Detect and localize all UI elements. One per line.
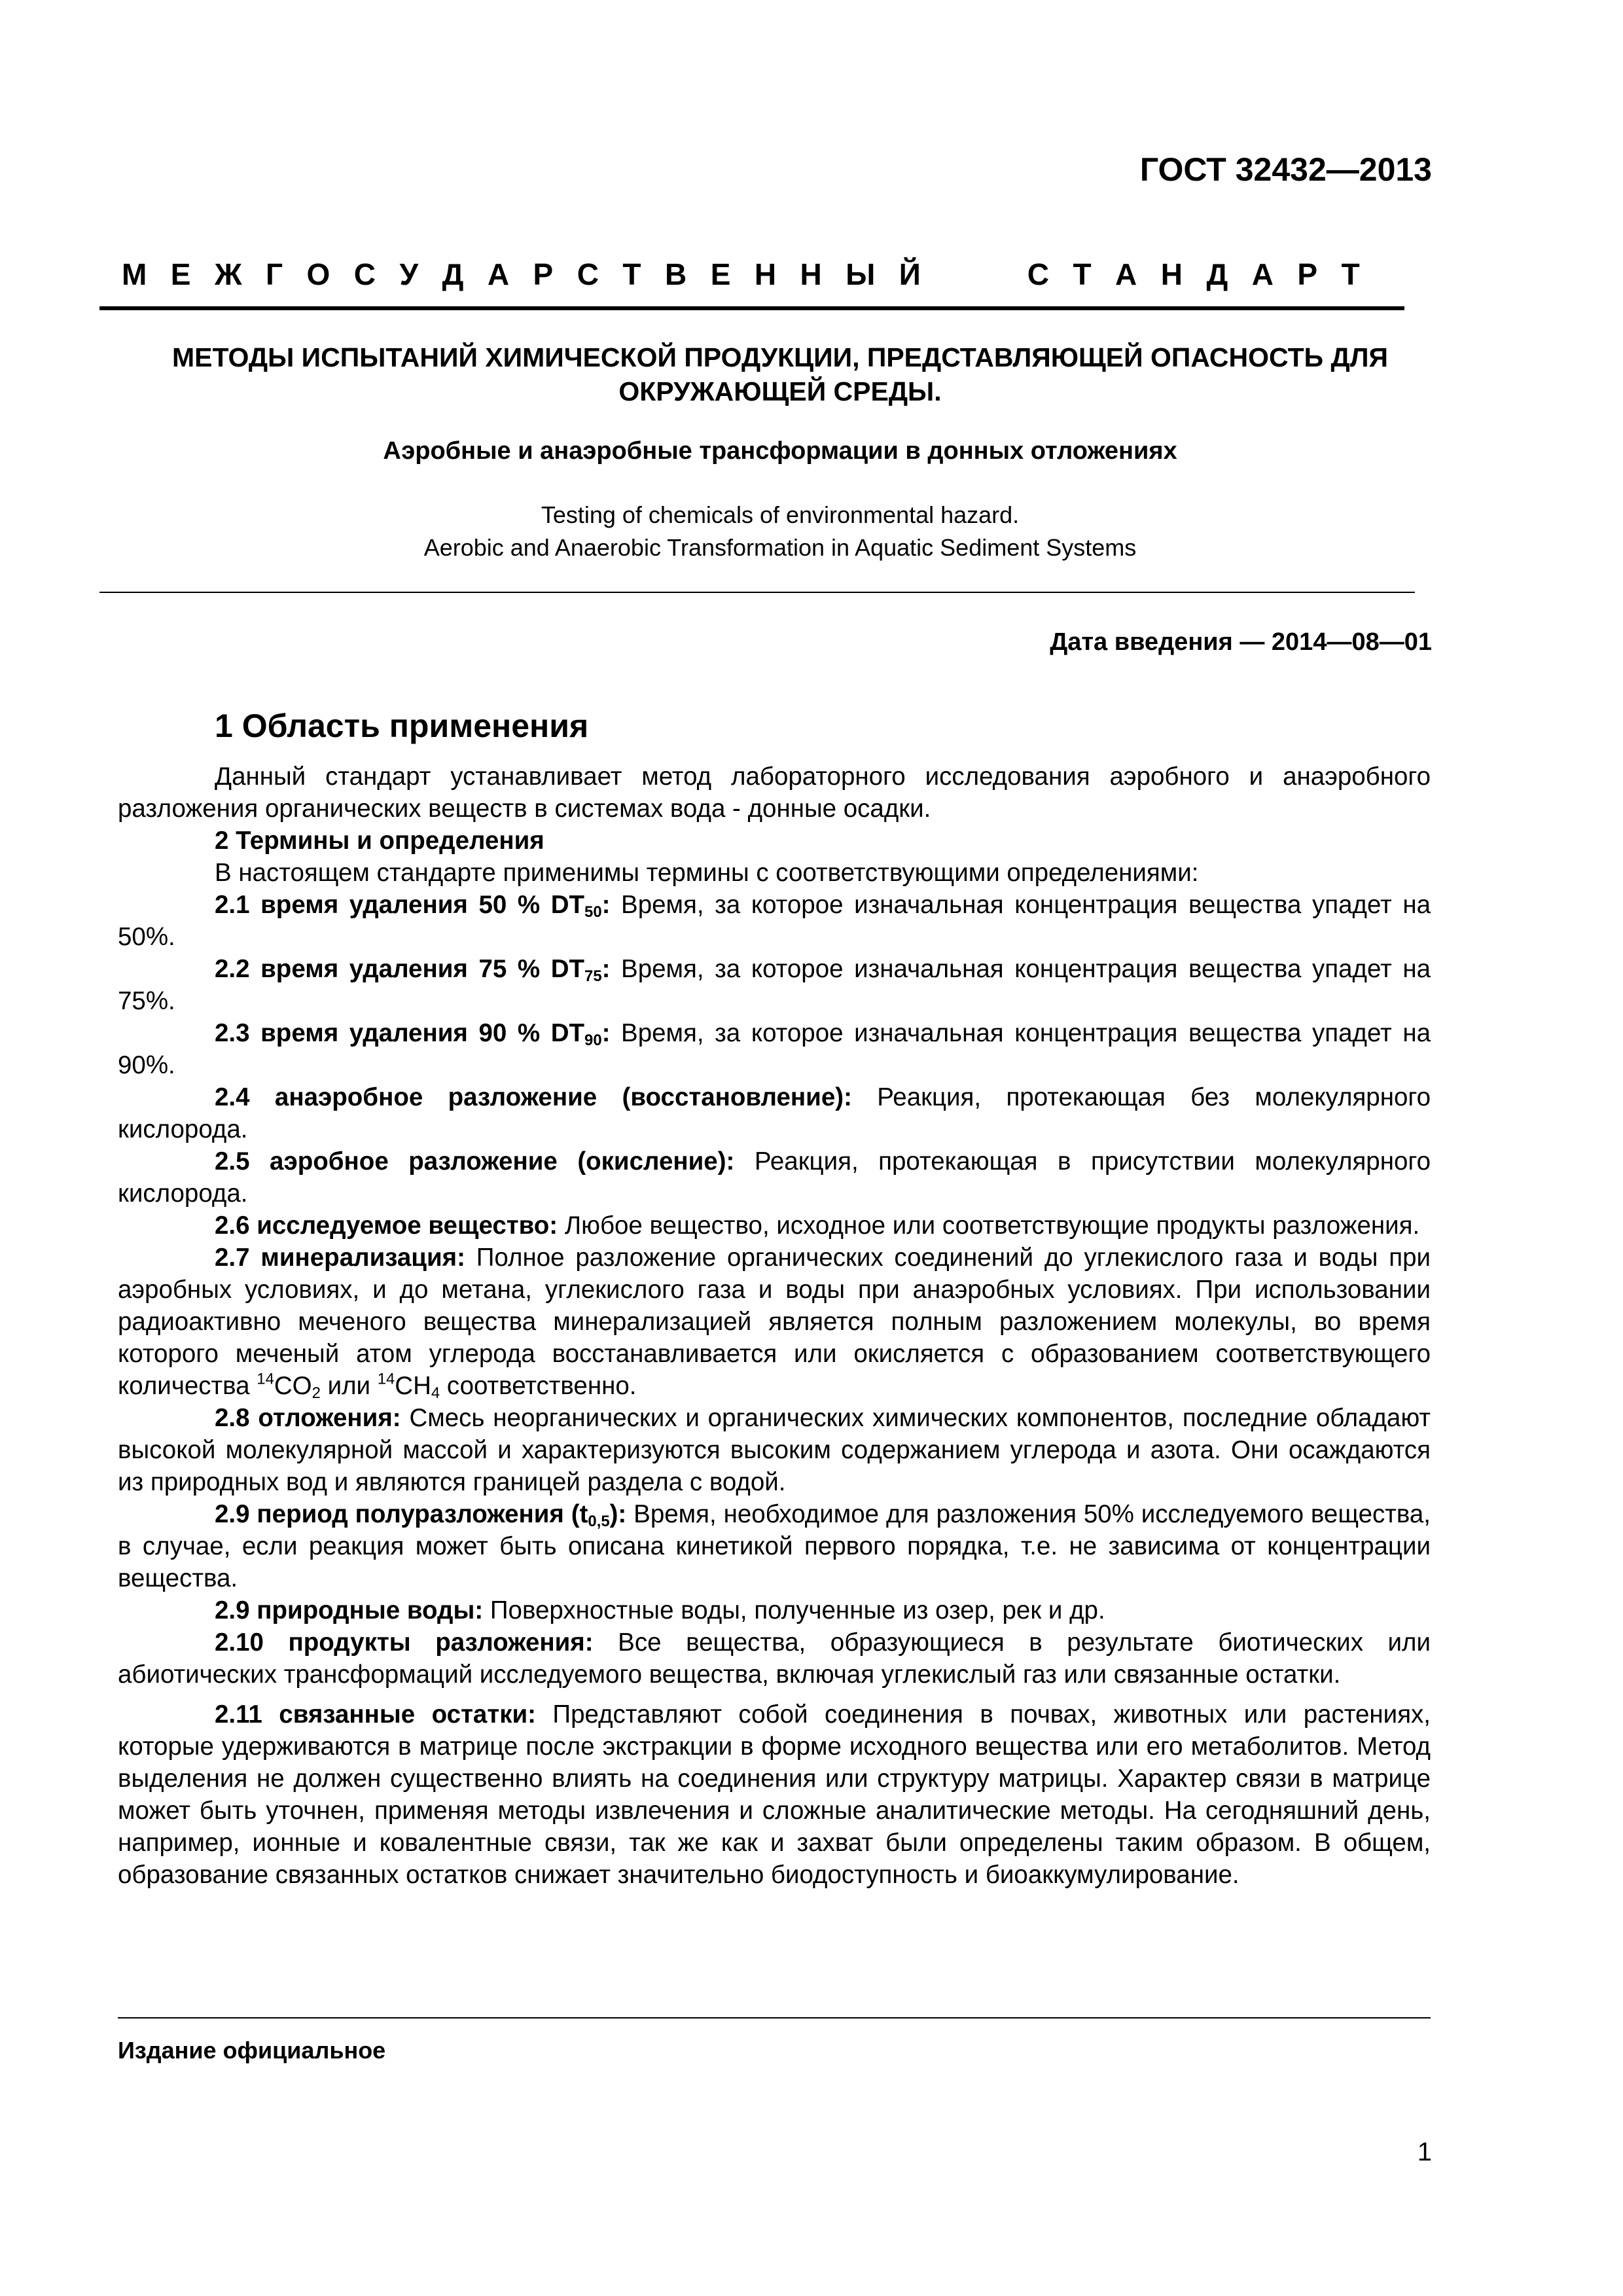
banner-letter: Р [533,257,554,291]
term-2-3-subscript: 90 [584,1031,602,1049]
title-line-2: ОКРУЖАЮЩЕЙ СРЕДЫ. [618,376,942,406]
interstate-standard-banner [122,257,1360,292]
banner-letter: С [1027,257,1049,291]
term-2-7-definition: Полное разложение органических соединений до углекислого газа и воды при аэробных условиях, и до метана, углекислого газа и воды при анаэробных условиях. При использовании радиоактивно меченого вещества минерализацией является полным разложением молекулы, во время которого меченый атом углерода восстанавливается или окисляется с образованием соответствующего количества [118,1244,1431,1400]
term-2-3-label: 2.3 время удаления 90 % DT [215,1019,585,1047]
co2-isotope-superscript: 14 [257,1370,274,1388]
term-2-9-natural-waters [118,1594,1431,1626]
term-2-7-title: 2.7 минерализация: [215,1244,465,1272]
term-2-7 [118,1242,1431,1402]
term-2-2-colon: : [601,955,611,983]
term-2-1-definition: Время, за которое изначальная концентрация вещества упадет на 50%. [118,891,1431,951]
term-2-3-definition: Время, за которое изначальная концентрация вещества упадет на 90%. [118,1019,1431,1079]
english-title-line-2: Aerobic and Anaerobic Transformation in Aquatic Sediment Systems [423,534,1137,561]
banner-letter: У [399,257,419,291]
banner-letter: Г [266,257,283,291]
banner-letter: Н [800,257,822,291]
term-2-9-natural-waters-title: 2.9 природные воды: [215,1596,484,1624]
header-rule [99,306,1404,310]
section-2-heading [118,825,1431,857]
banner-letter: Т [1073,257,1092,291]
term-2-8-definition: Смесь неорганических и органических химических компонентов, последние обладают высокой молекулярной массой и характеризуются высоким содержанием углерода и азота. Они осаждаются из природных вод и являются границей раздела с водой. [118,1404,1431,1496]
term-2-9-label: 2.9 период полуразложения (t [215,1500,588,1528]
official-edition-label: Издание официальное [118,2037,386,2064]
banner-letter: Н [1160,257,1183,291]
english-title [99,499,1461,564]
term-2-1 [118,889,1431,953]
ch4-subscript: 4 [431,1384,440,1402]
banner-letter: А [1251,257,1274,291]
footer-rule [118,2017,1431,2018]
banner-letter: Е [710,257,731,291]
ch4-formula: CH [395,1372,431,1400]
title-line-1: МЕТОДЫ ИСПЫТАНИЙ ХИМИЧЕСКОЙ ПРОДУКЦИИ, ПРЕДСТАВЛЯЮЩЕЙ ОПАСНОСТЬ ДЛЯ [172,342,1388,372]
term-2-9-title [215,1500,626,1528]
introduction-date: Дата введения — 2014—08—01 [1050,628,1432,656]
banner-letter: А [487,257,510,291]
section-2-heading-text: 2 Термины и определения [215,827,544,855]
banner-letter: Р [1297,257,1318,291]
standard-number: ГОСТ 32432—2013 [1139,151,1432,188]
term-2-7-ending: соответственно. [440,1372,637,1400]
banner-letter: В [664,257,687,291]
term-2-2-definition: Время, за которое изначальная концентрация вещества упадет на 75%. [118,955,1431,1015]
term-2-1-title [215,891,610,919]
english-title-line-1: Testing of chemicals of environmental hazard. [541,501,1020,528]
term-2-9-subscript: 0,5 [588,1512,610,1530]
banner-letter: С [577,257,599,291]
term-2-9-label-end: ): [609,1500,627,1528]
banner-letter: О [306,257,330,291]
term-2-2-title [215,955,610,983]
term-2-3 [118,1017,1431,1081]
banner-letter: Й [899,257,921,291]
term-2-1-subscript: 50 [584,903,602,921]
page-number: 1 [1417,2138,1432,2166]
term-2-6-definition: Любое вещество, исходное или соответствующие продукты разложения. [558,1211,1420,1240]
section-2-intro: В настоящем стандарте применимы термины с соответствующими определениями: [215,859,1199,887]
term-2-10 [118,1626,1431,1691]
banner-letter: Т [1341,257,1360,291]
term-2-11-title: 2.11 связанные остатки: [215,1700,536,1729]
term-2-11 [118,1698,1431,1891]
banner-letter: Т [622,257,641,291]
document-subtitle: Аэробные и анаэробные трансформации в донных отложениях [383,437,1177,465]
term-2-6-title: 2.6 исследуемое вещество: [215,1211,558,1240]
term-2-9 [118,1498,1431,1594]
term-2-10-definition: Все вещества, образующиеся в результате биотических или абиотических трансформаций исследуемого вещества, включая углекислый газ или связанные остатки. [118,1628,1431,1689]
document-body [118,761,1431,1891]
banner-letter: Д [442,257,464,291]
banner-word-gap [944,257,1003,292]
section-1-text: Данный стандарт устанавливает метод лабораторного исследования аэробного и анаэробного разложения органических веществ в системах вода - донные осадки. [118,762,1431,823]
banner-letter: Ж [214,257,242,291]
term-2-1-colon: : [601,891,611,919]
section-1-heading: 1 Область применения [215,708,589,744]
term-2-9-definition: Время, необходимое для разложения 50% исследуемого вещества, в случае, если реакция может быть описана кинетикой первого порядка, т.е. не зависима от концентрации вещества. [118,1500,1431,1592]
document-title [99,340,1461,408]
term-2-7-connector: или [320,1372,378,1400]
banner-letter: А [1115,257,1137,291]
banner-letter: С [353,257,376,291]
term-2-10-title: 2.10 продукты разложения: [215,1628,594,1657]
term-2-3-title [215,1019,610,1047]
term-2-8-title: 2.8 отложения: [215,1404,401,1432]
term-2-2 [118,953,1431,1017]
term-2-11-definition: Представляют собой соединения в почвах, животных или растениях, которые удерживаются в матрице после экстракции в форме исходного вещества или его метаболитов. Метод выделения не должен существенно влиять на соединения или структуру матрицы. Характер связи в матрице может быть уточнен, применяя методы извлечения и сложные аналитические методы. На сегодняшний день, например, ионные и ковалентные связи, так же как и захват были определены таким образом. В общем, образование связанных остатков снижает значительно биодоступность и биоаккумулирование. [118,1700,1431,1889]
banner-letter: Д [1206,257,1228,291]
term-2-3-colon: : [601,1019,611,1047]
term-2-6 [118,1210,1431,1242]
term-2-2-subscript: 75 [584,967,602,985]
term-2-5-definition: Реакция, протекающая в присутствии молекулярного кислорода. [118,1147,1431,1208]
title-rule [99,592,1415,593]
term-2-5 [118,1145,1431,1210]
term-2-4-definition: Реакция, протекающая без молекулярного кислорода. [118,1083,1431,1143]
co2-subscript: 2 [312,1384,321,1402]
banner-letter: Ы [846,257,876,291]
co2-formula: CO [274,1372,312,1400]
banner-letter: М [122,257,147,291]
term-2-4 [118,1081,1431,1145]
term-2-9-natural-waters-definition: Поверхностные воды, полученные из озер, рек и др. [483,1596,1105,1624]
term-2-1-label: 2.1 время удаления 50 % DT [215,891,585,919]
ch4-isotope-superscript: 14 [377,1370,395,1388]
banner-letter: Н [754,257,777,291]
term-2-2-label: 2.2 время удаления 75 % DT [215,955,585,983]
term-2-4-title: 2.4 анаэробное разложение (восстановление): [215,1083,852,1111]
term-2-8 [118,1402,1431,1498]
term-2-5-title: 2.5 аэробное разложение (окисление): [215,1147,735,1175]
banner-letter: Е [170,257,191,291]
